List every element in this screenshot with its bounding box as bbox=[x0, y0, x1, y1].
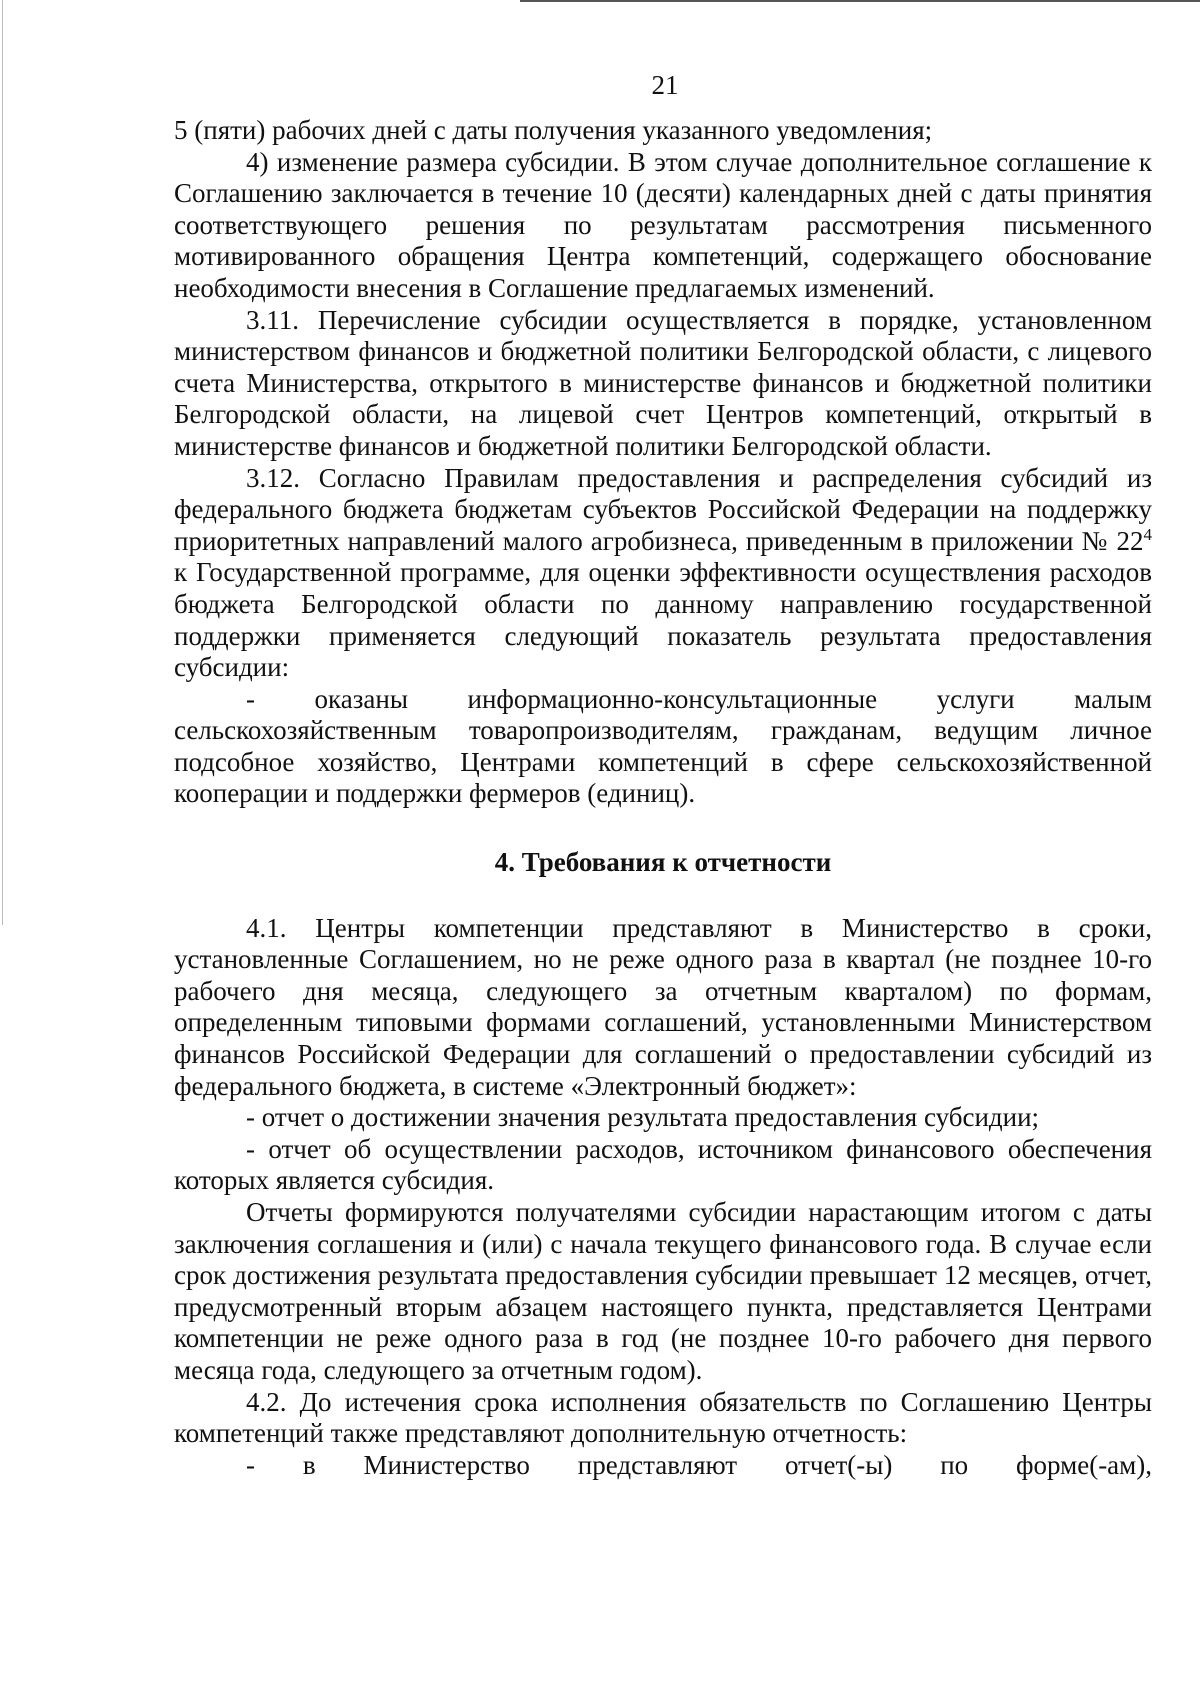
body-paragraph: - отчет о достижении значения результата предоставления субсидии; bbox=[246, 1102, 1040, 1133]
body-paragraph: 4.1. Центры компетенции представляют в Министерство в сроки, установленные Соглашением, но не реже одного раза в квартал (не позднее 10-го рабочего дня месяца, следующего за отчетным кварталом) по формам, определенным типовыми формами соглашений, установленными Министерством финансов Российской Федерации для соглашений о предоставлении субсидий из федерального бюджета, в системе «Электронный бюджет»: bbox=[174, 912, 1152, 1101]
body-paragraph: 4) изменение размера субсидии. В этом случае дополнительное соглашение к Соглашению заключается в течение 10 (десяти) календарных дней с даты принятия соответствующего решения по результатам рассмотрения письменного мотивированного обращения Центра компетенций, содержащего обоснование необходимости внесения в Соглашение предлагаемых изменений. bbox=[174, 146, 1152, 303]
footnote-superscript: 4 bbox=[1143, 524, 1152, 544]
paragraphs-before bbox=[174, 115, 1152, 463]
last-line: - в Министерство представляют отчет(-ы) по форме(-ам), bbox=[246, 1449, 1152, 1480]
paragraph-3-12 bbox=[174, 463, 1152, 684]
paragraphs-after bbox=[174, 913, 1152, 1450]
body-paragraph: 3.11. Перечисление субсидии осуществляется в порядке, установленном министерством финансов и бюджетной политики Белгородской области, с лицевого счета Министерства, открытого в министерстве финансов и бюджетной политики Белгородской области, на лицевой счет Центров компетенций, открытый в министерстве финансов и бюджетной политики Белгородской области. bbox=[174, 304, 1152, 461]
body-paragraph: 4.2. До истечения срока исполнения обязательств по Соглашению Центры компетенций также представляют дополнительную отчетность: bbox=[174, 1386, 1152, 1449]
body-paragraph: Отчеты формируются получателями субсидии нарастающим итогом с даты заключения соглашения и (или) с начала текущего финансового года. В случае если срок достижения результата предоставления субсидии превышает 12 месяцев, отчет, предусмотренный вторым абзацем настоящего пункта, представляется Центрами компетенции не реже одного раза в год (не позднее 10-го рабочего дня первого месяца года, следующего за отчетным годом). bbox=[174, 1197, 1152, 1385]
paragraph-3-12-part1: 3.12. Согласно Правилам предоставления и распределения субсидий из федерального бюджета бюджетам субъектов Российской Федерации на поддержку приоритетных направлений малого агробизнеса, приведенным в приложении № 22 bbox=[174, 462, 1152, 556]
section-heading: 4. Требования к отчетности bbox=[494, 847, 832, 878]
scan-edge-left bbox=[2, 0, 3, 925]
indicator-paragraph: - оказаны информационно-консультационные услуги малым сельскохозяйственным товаропроизводителям, гражданам, ведущим личное подсобное хозяйство, Центрами компетенций в сфере сельскохозяйственной кооперации и поддержки фермеров (единиц). bbox=[174, 683, 1152, 809]
body-paragraph: 5 (пяти) рабочих дней с даты получения указанного уведомления; bbox=[174, 115, 933, 145]
scan-edge-top bbox=[520, 0, 1200, 2]
body-paragraph: - отчет об осуществлении расходов, источником финансового обеспечения которых является субсидия. bbox=[174, 1133, 1152, 1196]
document-body bbox=[174, 115, 1152, 1481]
paragraph-3-12-part2: к Государственной программе, для оценки эффективности осуществления расходов бюджета Белгородской области по данному направлению государственной поддержки применяется следующий показатель результата предоставления субсидии: bbox=[174, 557, 1152, 683]
page-number: 21 bbox=[651, 70, 679, 100]
